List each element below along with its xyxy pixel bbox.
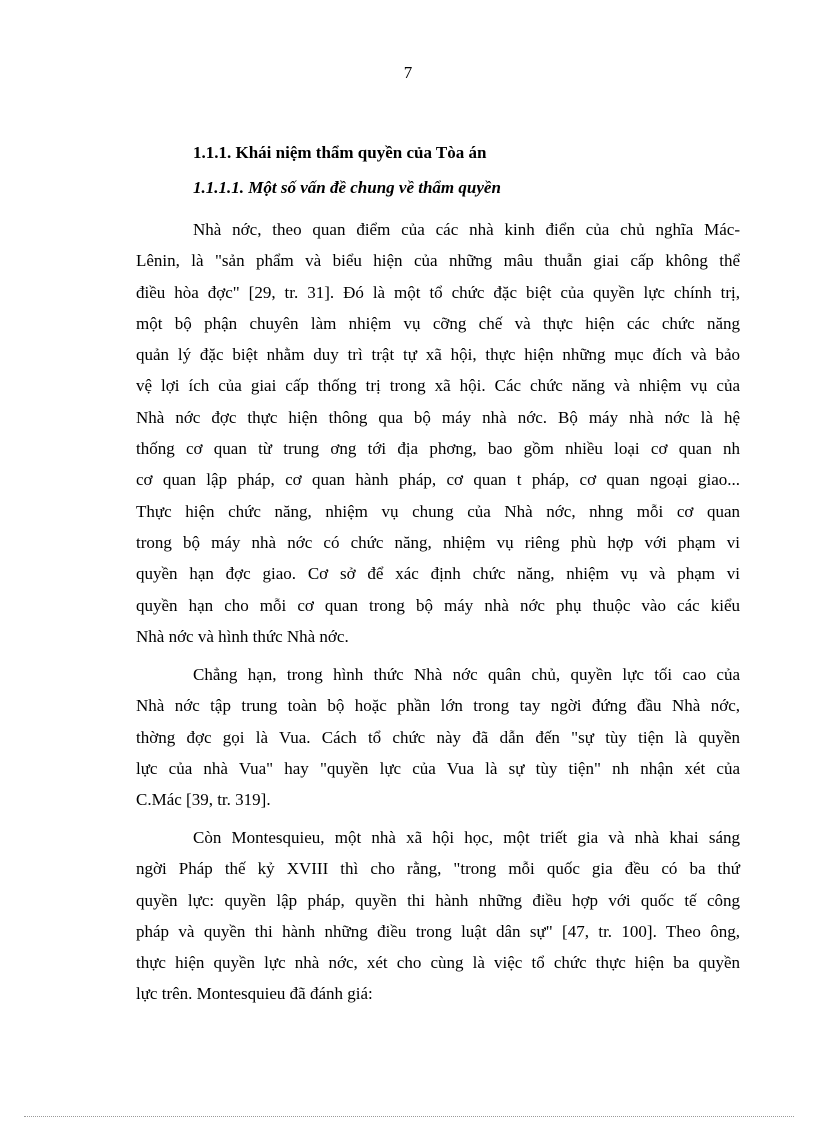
text-line: điều hòa đợc" [29, tr. 31]. Đó là một tổ chức đặc biệt của quyền lực chính trị, <box>136 282 740 302</box>
text-line: quyền hạn cho mỗi cơ quan trong bộ máy nhà nớc phụ thuộc vào các kiểu <box>136 595 740 615</box>
page-bottom-divider <box>24 1116 794 1117</box>
text-line: Nhà nớc tập trung toàn bộ hoặc phần lớn trong tay ngời đứng đầu Nhà nớc, <box>136 696 740 716</box>
page-number: 7 <box>403 63 413 82</box>
text-line: quyền lực: quyền lập pháp, quyền thi hành những điều hợp với quốc tế công <box>136 890 740 910</box>
section-heading: 1.1.1. Khái niệm thẩm quyền của Tòa án <box>193 143 487 162</box>
text-line: Chẳng hạn, trong hình thức Nhà nớc quân chủ, quyền lực tối cao của <box>193 665 740 684</box>
text-line: Nhà nớc và hình thức Nhà nớc. <box>136 626 349 646</box>
paragraph <box>136 659 740 815</box>
subsection-heading: 1.1.1.1. Một số vấn đề chung về thẩm quyền <box>193 178 501 197</box>
text-line: Lênin, là "sản phẩm và biểu hiện của những mâu thuẫn giai cấp không thể <box>136 251 740 271</box>
text-line: Nhà nớc, theo quan điểm của các nhà kinh điển của chủ nghĩa Mác- <box>193 220 740 239</box>
text-line: lực của nhà Vua" hay "quyền lực của Vua là sự tùy tiện" nh nhận xét của <box>136 758 740 778</box>
text-line: cơ quan lập pháp, cơ quan hành pháp, cơ quan t pháp, cơ quan ngoại giao... <box>136 470 740 490</box>
text-line: Thực hiện chức năng, nhiệm vụ chung của Nhà nớc, nhng mỗi cơ quan <box>136 501 740 521</box>
text-line: vệ lợi ích của giai cấp thống trị trong xã hội. Các chức năng và nhiệm vụ của <box>136 376 740 396</box>
text-line: C.Mác [39, tr. 319]. <box>136 790 271 810</box>
text-line: pháp và quyền thi hành những điều trong luật dân sự" [47, tr. 100]. Theo ông, <box>136 921 740 941</box>
text-line: quản lý đặc biệt nhằm duy trì trật tự xã hội, thực hiện những mục đích và bảo <box>136 345 740 365</box>
text-line: một bộ phận chuyên làm nhiệm vụ cỡng chế và thực hiện các chức năng <box>136 313 740 333</box>
text-line: lực trên. Montesquieu đã đánh giá: <box>136 984 373 1004</box>
text-line: thực hiện quyền lực nhà nớc, xét cho cùng là việc tổ chức thực hiện ba quyền <box>136 953 740 973</box>
text-line: thờng đợc gọi là Vua. Cách tổ chức này đã dẫn đến "sự tùy tiện là quyền <box>136 727 740 747</box>
paragraph <box>136 822 740 1010</box>
text-line: trong bộ máy nhà nớc có chức năng, nhiệm vụ riêng phù hợp với phạm vi <box>136 532 740 552</box>
text-line: Nhà nớc đợc thực hiện thông qua bộ máy nhà nớc. Bộ máy nhà nớc là hệ <box>136 407 740 427</box>
text-line: Còn Montesquieu, một nhà xã hội học, một triết gia và nhà khai sáng <box>193 828 740 847</box>
text-line: quyền hạn đợc giao. Cơ sở để xác định chức năng, nhiệm vụ và phạm vi <box>136 564 740 584</box>
text-line: thống cơ quan từ trung ơng tới địa phơng, bao gồm nhiều loại cơ quan nh <box>136 439 740 459</box>
paragraph <box>136 214 740 652</box>
text-line: ngời Pháp thế kỷ XVIII thì cho rằng, "trong mỗi quốc gia đều có ba thứ <box>136 859 740 879</box>
